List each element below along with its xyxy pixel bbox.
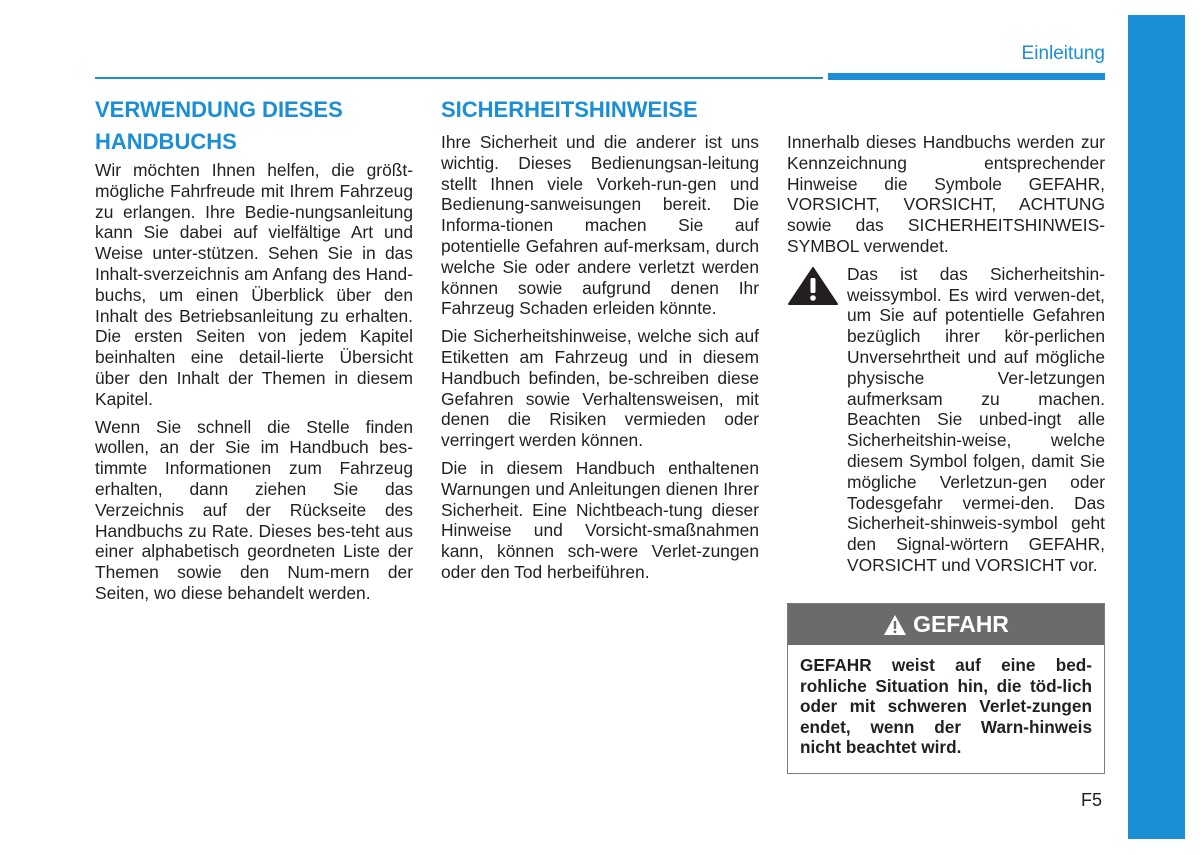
danger-text: GEFAHR weist auf eine bed-rohliche Situation hin, die töd-lich oder mit schweren Verlet-zungen endet, wenn der Warn-hinweis nicht beachtet wird. — [800, 655, 1092, 757]
heading-line-1: VERWENDUNG DIESES — [95, 97, 343, 122]
paragraph: Wir möchten Ihnen helfen, die größt-mögliche Fahrfreude mit Ihrem Fahrzeug zu erlangen. Ihre Bedie-nungsanleitung kann Sie dabei auf vielfältige Art und Weise unter-stützen. Sehen Sie in das Inhalt-sverzeichnis am Anfang des Hand-buchs, um einen Überblick über den Inhalt des Betriebsanleitung zu erhalten. Die ersten Seiten von jedem Kapitel beinhalten eine detail-lierte Übersicht über den Inhalt der Themen in diesem Kapitel. — [95, 160, 413, 409]
paragraph: Ihre Sicherheit und die anderer ist uns wichtig. Dieses Bedienungsan-leitung stellt Ihnen viele Vorkeh-run-gen und Bedienung-sanweisungen bereit. Die Informa-tionen machen Sie auf potentielle Gefahren auf-merksam, durch welche Sie oder andere verletzt werden können sowie aufgrund denen Ihr Fahrzeug Schaden erleiden könnte. — [441, 132, 759, 319]
heading-line-2: HANDBUCHS — [95, 129, 237, 154]
section-title: Einleitung — [1021, 43, 1105, 64]
paragraph: Die Sicherheitshinweise, welche sich auf Etiketten am Fahrzeug und in diesem Handbuch befinden, be-schreiben diese Gefahren sowie Verhaltensweisen, mit denen die Risiken vermieden oder verringert werden können. — [441, 326, 759, 451]
column-1 — [95, 160, 413, 611]
danger-title: GEFAHR — [913, 611, 1009, 637]
column-2 — [441, 132, 759, 590]
safety-symbol-text: Das ist das Sicherheitshin-weissymbol. Es wird verwen-det, um Sie auf potentielle Gefahren bezüglich ihrer kör-perlichen Unversehrtheit und auf mögliche physische Ver-letzungen aufmerksam zu machen. Beachten Sie unbed-ingt alle Sicherheitshin-weise, welche diesem Symbol folgen, damit Sie mögliche Verletzun-gen oder Todesgefahr vermei-den. Das Sicherheit-shinweis-symbol geht den Signal-wörtern GEFAHR, VORSICHT und VORSICHT vor. — [847, 263, 1105, 575]
safety-symbol-note — [787, 264, 1105, 583]
header-rule — [95, 77, 823, 79]
heading-sicherheitshinweise: SICHERHEITSHINWEISE — [441, 97, 698, 122]
danger-header — [788, 604, 1104, 645]
danger-warning-box — [787, 603, 1105, 774]
warning-triangle-icon — [787, 266, 839, 306]
header-rule-accent — [828, 73, 1105, 80]
paragraph: Innerhalb dieses Handbuchs werden zur Kennzeichnung entsprechender Hinweise die Symbole GEFAHR, VORSICHT, VORSICHT, ACHTUNG sowie das SICHERHEITSHINWEIS-SYMBOL verwendet. — [787, 132, 1105, 256]
warning-triangle-icon — [883, 614, 907, 636]
paragraph: Die in diesem Handbuch enthaltenen Warnungen und Anleitungen dienen Ihrer Sicherheit. Eine Nichtbeach-tung dieser Hinweise und Vorsicht-smaßnahmen kann, können sch-were Verlet-zungen oder den Tod herbeiführen. — [441, 457, 759, 582]
column-3 — [787, 132, 1105, 583]
page-number: F5 — [1081, 790, 1103, 810]
heading-verwendung — [95, 94, 343, 158]
paragraph: Wenn Sie schnell die Stelle finden wollen, an der Sie im Handbuch bes-timmte Informationen zum Fahrzeug erhalten, dann ziehen Sie das Verzeichnis auf der Rückseite des Handbuchs zu Rate. Dieses bes-teht aus einer alphabetisch geordneten Liste der Themen sowie den Num-mern der Seiten, wo diese behandelt werden. — [95, 416, 413, 603]
chapter-side-tab — [1128, 15, 1185, 839]
